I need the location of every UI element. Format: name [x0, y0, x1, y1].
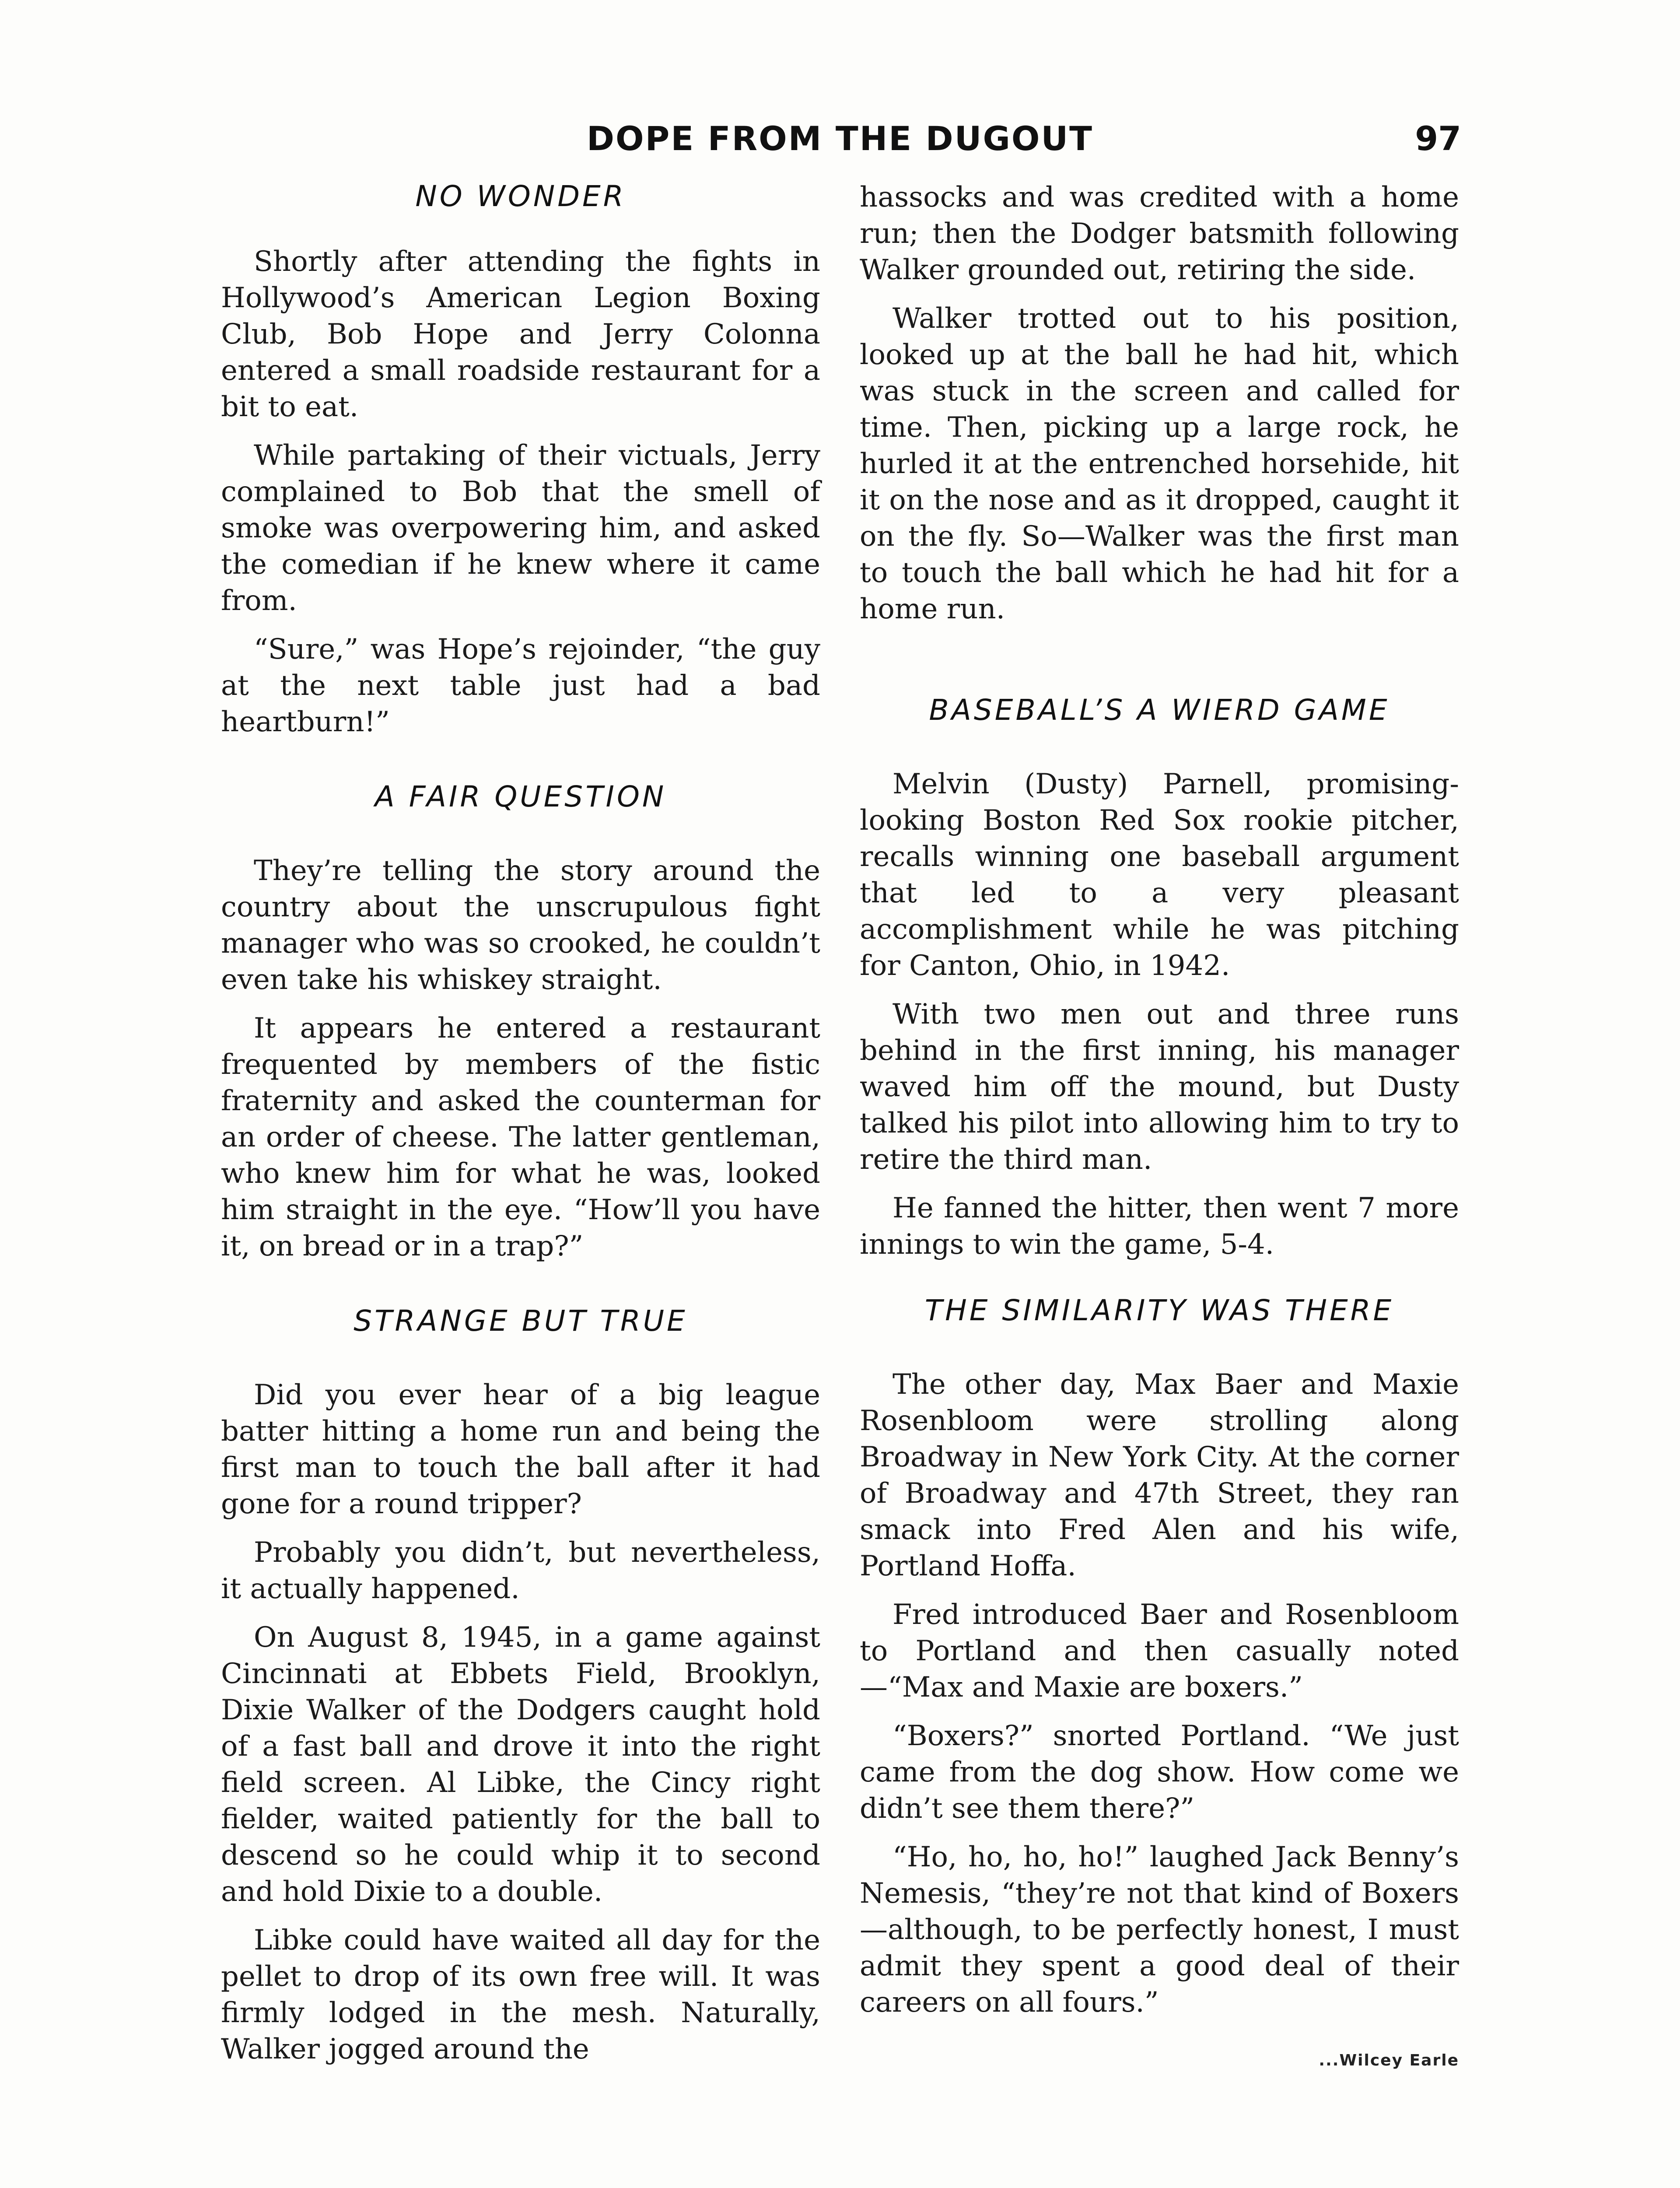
article-paragraph: The other day, Max Baer and Maxie Rosenbloom were strolling along Broadway in New York City. At the corner of Broadway and 47th Street, they ran smack into Fred Alen and his wife, Portland Hoffa. — [860, 1368, 1459, 1582]
article-paragraph-continued: hassocks and was credited with a home run; then the Dodger batsmith following Walker grounded out, retiring the side. — [860, 181, 1459, 286]
section-heading-a-fair-question: A FAIR QUESTION — [374, 780, 667, 813]
author-signature: ...Wilcey Earle — [1319, 2051, 1459, 2069]
article-paragraph: Shortly after attending the fights in Hollywood’s American Legion Boxing Club, Bob Hope and Jerry Colonna entered a small roadside restaurant for a bit to eat. — [221, 245, 820, 423]
article-paragraph: With two men out and three runs behind in the first inning, his manager waved him off the mound, but Dusty talked his pilot into allowing him to try to retire the third man. — [860, 998, 1459, 1176]
section-heading-the-similarity-was-there: THE SIMILARITY WAS THERE — [924, 1294, 1394, 1327]
article-paragraph: While partaking of their victuals, Jerry complained to Bob that the smell of smoke was overpowering him, and asked the comedian if he knew where it came from. — [221, 439, 820, 617]
article-paragraph: Melvin (Dusty) Parnell, promising-looking Boston Red Sox rookie pitcher, recalls winning one baseball argument that led to a very pleasant accomplishment while he was pitching for Canton, Ohio, in 1942. — [860, 768, 1459, 982]
article-paragraph: Probably you didn’t, but nevertheless, it actually happened. — [221, 1536, 820, 1605]
section-heading-baseballs-a-wierd-game: BASEBALL’S A WIERD GAME — [929, 693, 1390, 727]
article-paragraph: They’re telling the story around the country about the unscrupulous fight manager who was so crooked, he couldn’t even take his whiskey straight. — [221, 855, 820, 996]
article-paragraph: Did you ever hear of a big league batter hitting a home run and being the first man to touch the ball after it had gone for a round tripper? — [221, 1379, 820, 1520]
page-header — [219, 119, 1461, 167]
article-paragraph: It appears he entered a restaurant frequented by members of the fistic fraternity and asked the counterman for an order of cheese. The latter gentleman, who knew him for what he was, looked him straight in the eye. “How’ll you have it, on bread or in a trap?” — [221, 1012, 820, 1262]
article-paragraph: “Ho, ho, ho, ho!” laughed Jack Benny’s Nemesis, “they’re not that kind of Boxers—although, to be perfectly honest, I must admit they spent a good deal of their careers on all fours.” — [860, 1841, 1459, 2019]
right-column — [860, 179, 1459, 2069]
page-number: 97 — [1415, 119, 1461, 158]
section-heading-strange-but-true: STRANGE BUT TRUE — [354, 1304, 688, 1338]
running-title: DOPE FROM THE DUGOUT — [586, 119, 1094, 158]
article-paragraph: “Sure,” was Hope’s rejoinder, “the guy at the next table just had a bad heartburn!” — [221, 633, 820, 738]
article-paragraph: “Boxers?” snorted Portland. “We just came from the dog show. How come we didn’t see them there?” — [860, 1720, 1459, 1825]
section-heading-no-wonder: NO WONDER — [415, 179, 626, 213]
left-column — [221, 179, 820, 2080]
article-paragraph: Fred introduced Baer and Rosenbloom to Portland and then casually noted—“Max and Maxie are boxers.” — [860, 1599, 1459, 1704]
article-paragraph: Libke could have waited all day for the pellet to drop of its own free will. It was firmly lodged in the mesh. Naturally, Walker jogged around the — [221, 1924, 820, 2065]
article-paragraph: On August 8, 1945, in a game against Cincinnati at Ebbets Field, Brooklyn, Dixie Walker of the Dodgers caught hold of a fast ball and drove it into the right field screen. Al Libke, the Cincy right fielder, waited patiently for the ball to descend so he could whip it to second and hold Dixie to a double. — [221, 1621, 820, 1908]
article-paragraph: Walker trotted out to his position, looked up at the ball he had hit, which was stuck in the screen and called for time. Then, picking up a large rock, he hurled it at the entrenched horsehide, hit it on the nose and as it dropped, caught it on the fly. So—Walker was the first man to touch the ball which he had hit for a home run. — [860, 302, 1459, 625]
article-paragraph: He fanned the hitter, then went 7 more innings to win the game, 5-4. — [860, 1192, 1459, 1261]
